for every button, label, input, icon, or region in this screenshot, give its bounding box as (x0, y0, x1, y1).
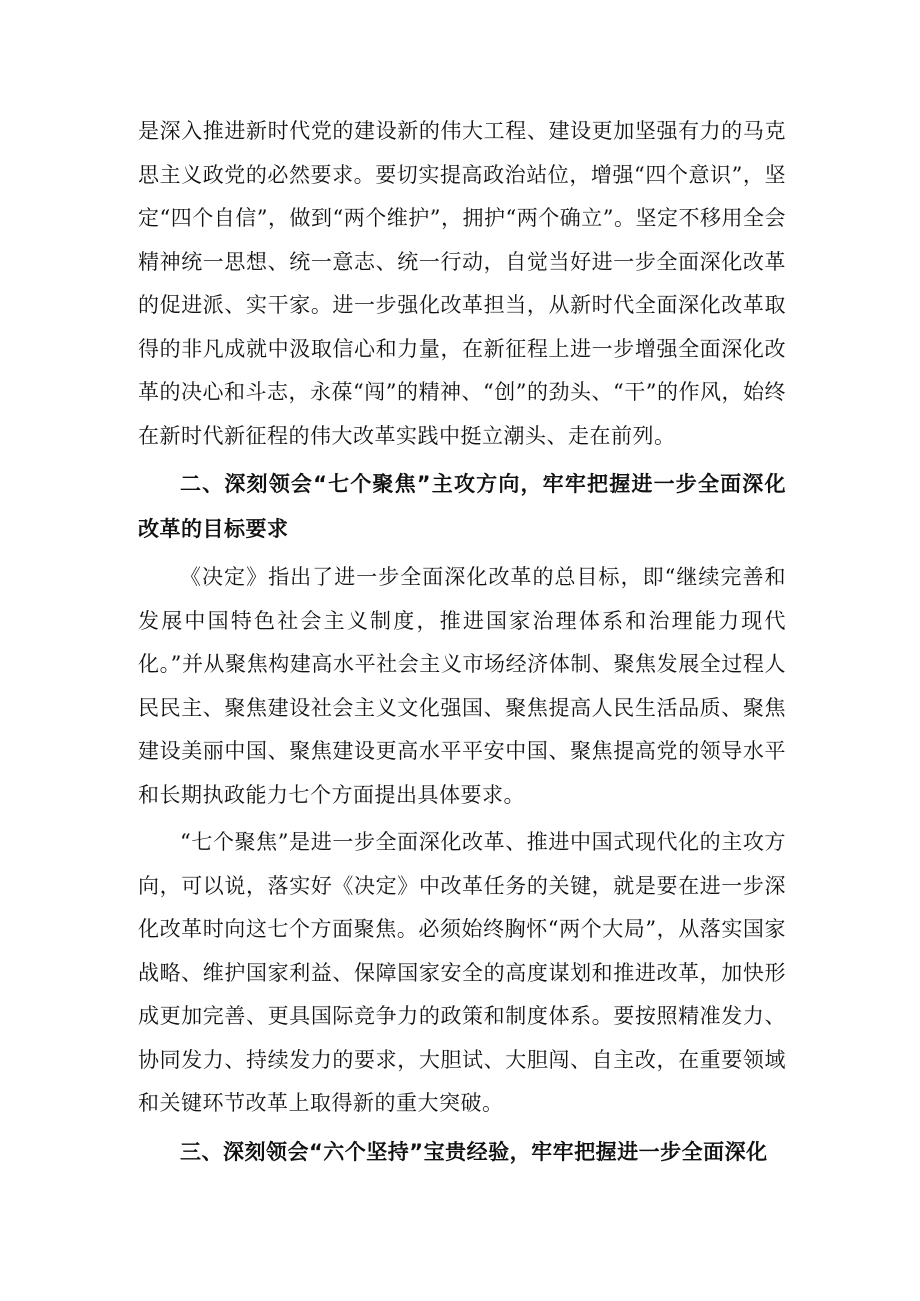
paragraph-seven-focuses: “七个聚焦”是进一步全面深化改革、推进中国式现代化的主攻方向，可以说，落实好《决定》中改革任务的关键，就是要在进一步深化改革时向这七个方面聚焦。必须始终胸怀“两个大局”，从落实国家战略、维护国家利益、保障国家安全的高度谋划和推进改革，加快形成更加完善、更具国际竞争力的政策和制度体系。要按照精准发力、协同发力、持续发力的要求，大胆试、大胆闯、自主改，在重要领域和关键环节改革上取得新的重大突破。 (138, 830, 786, 1115)
paragraph-party-building: 是深入推进新时代党的建设新的伟大工程、建设更加坚强有力的马克思主义政党的必然要求。要切实提高政治站位，增强“四个意识”，坚定“四个自信”，做到“两个维护”，拥护“两个确立”。坚定不移用全会精神统一思想、统一意志、统一行动，自觉当好进一步全面深化改革的促进派、实干家。进一步强化改革担当，从新时代全面深化改革取得的非凡成就中汲取信心和力量，在新征程上进一步增强全面深化改革的决心和斗志，永葆“闯”的精神、“创”的劲头、“干”的作风，始终在新时代新征程的伟大改革实践中挺立潮头、走在前列。 (138, 119, 786, 448)
document-content (138, 110, 786, 1175)
section-heading-two: 二、深刻领会“七个聚焦”主攻方向，牢牢把握进一步全面深化改革的目标要求 (138, 472, 786, 541)
paragraph-overall-goal: 《决定》指出了进一步全面深化改革的总目标，即“继续完善和发展中国特色社会主义制度，推进国家治理体系和治理能力现代化。”并从聚焦构建高水平社会主义市场经济体制、聚焦发展全过程人民民主、聚焦建设社会主义文化强国、聚焦提高人民生活品质、聚焦建设美丽中国、聚焦建设更高水平平安中国、聚焦提高党的领导水平和长期执政能力七个方面提出具体要求。 (138, 565, 786, 807)
section-heading-three: 三、深刻领会“六个坚持”宝贵经验，牢牢把握进一步全面深化 (180, 1139, 768, 1164)
